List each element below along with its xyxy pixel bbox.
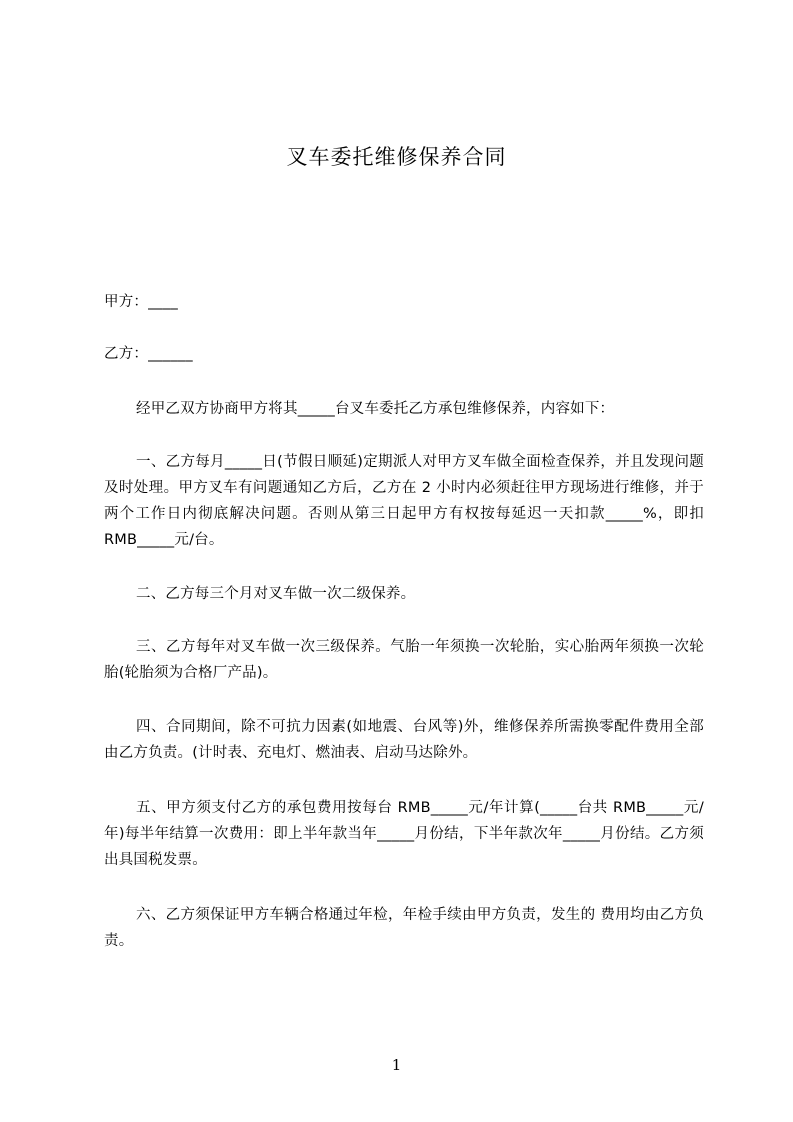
clause-3: 三、乙方每年对叉车做一次三级保养。气胎一年须换一次轮胎，实心胎两年须换一次轮胎(轮胎须为合格厂产品)。 bbox=[104, 639, 704, 681]
page-number: 1 bbox=[391, 1056, 402, 1074]
intro-paragraph: 经甲乙双方协商甲方将其_____台叉车委托乙方承包维修保养，内容如下： bbox=[136, 401, 615, 417]
clause-1: 一、乙方每月_____日(节假日顺延)定期派人对甲方叉车做全面检查保养，并且发现问题及时处理。甲方叉车有问题通知乙方后，乙方在 2 小时内必须赶往甲方现场进行维修，并于两个工作日内彻底解决问题。否则从第三日起甲方有权按每延迟一天扣款_____%，即扣 RMB_____元/台。 bbox=[104, 454, 704, 548]
clause-4: 四、合同期间，除不可抗力因素(如地震、台风等)外，维修保养所需换零配件费用全部由乙方负责。(计时表、充电灯、燃油表、启动马达除外。 bbox=[104, 719, 704, 761]
party-a-line: 甲方：____ bbox=[104, 294, 178, 310]
clause-6: 六、乙方须保证甲方车辆合格通过年检，年检手续由甲方负责，发生的 费用均由乙方负责。 bbox=[104, 907, 704, 949]
party-b-line: 乙方：______ bbox=[104, 346, 193, 362]
clause-5: 五、甲方须支付乙方的承包费用按每台 RMB_____元/年计算(_____台共 RMB_____元/年)每半年结算一次费用：即上半年款当年_____月份结，下半年款次年_____月份结。乙方须出具国税发票。 bbox=[104, 800, 704, 868]
document-title: 叉车委托维修保养合同 bbox=[286, 145, 507, 169]
clause-2: 二、乙方每三个月对叉车做一次二级保养。 bbox=[136, 586, 416, 602]
